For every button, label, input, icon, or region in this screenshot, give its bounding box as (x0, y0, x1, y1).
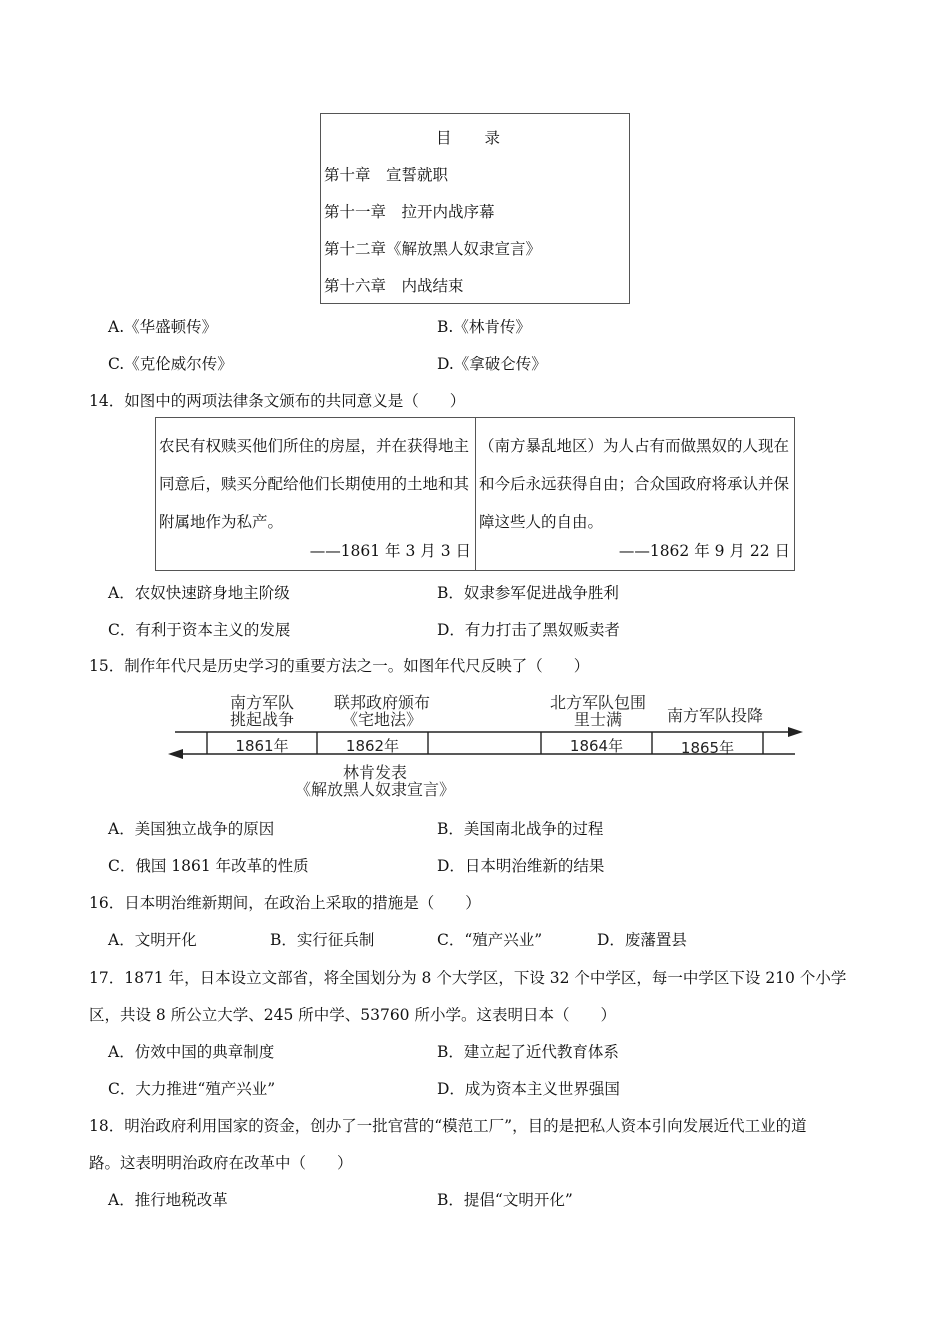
toc-line: 第十二章《解放黑人奴隶宣言》 (324, 240, 542, 258)
q15-stem: 15．制作年代尺是历史学习的重要方法之一。如图年代尺反映了（ ） (89, 657, 590, 675)
q16-option-a: A．文明开化 (108, 931, 197, 949)
law-text: （南方暴乱地区）为人占有而做黑奴的人现在和今后永远获得自由；合众国政府将承认并保障这些人的自由。 (479, 437, 790, 531)
timeline-year: 1862年 (345, 737, 400, 755)
q15-option-b: B．美国南北战争的过程 (437, 820, 604, 838)
q14-stem: 14．如图中的两项法律条文颁布的共同意义是（ ） (89, 392, 466, 410)
q15-option-c: C．俄国 1861 年改革的性质 (108, 857, 309, 875)
q18-stem-line2: 路。这表明明治政府在改革中（ ） (89, 1154, 353, 1172)
toc-line: 第十六章 内战结束 (324, 277, 464, 295)
q17-option-b: B．建立起了近代教育体系 (437, 1043, 619, 1061)
timeline-label-south-starts-war: 南方军队 挑起战争 (229, 693, 294, 729)
q14-option-d: D．有力打击了黑奴贩卖者 (437, 621, 620, 639)
toc-title: 目 录 (436, 129, 514, 147)
q14-option-c: C．有利于资本主义的发展 (108, 621, 291, 639)
toc-line: 第十一章 拉开内战序幕 (324, 203, 495, 221)
timeline-label-siege-richmond: 北方军队包围 里士满 (549, 693, 646, 729)
q16-option-b: B．实行征兵制 (270, 931, 375, 949)
toc-line: 第十章 宣誓就职 (324, 166, 449, 184)
q16-option-c: C．“殖产兴业” (437, 931, 543, 949)
q18-option-b: B．提倡“文明开化” (437, 1191, 573, 1209)
law-date: ——1862 年 9 月 22 日 (618, 542, 790, 560)
q15-option-d: D．日本明治维新的结果 (437, 857, 605, 875)
q18-option-a: A．推行地税改革 (108, 1191, 228, 1209)
q15-option-a: A．美国独立战争的原因 (108, 820, 275, 838)
q17-stem-line2: 区，共设 8 所公立大学、245 所中学、53760 所小学。这表明日本（ ） (89, 1006, 616, 1024)
timeline-label-homestead-act: 联邦政府颁布 《宅地法》 (333, 693, 430, 729)
q13-option-c: C.《克伦威尔传》 (108, 355, 233, 373)
q16-stem: 16．日本明治维新期间，在政治上采取的措施是（ ） (89, 894, 481, 912)
timeline-year: 1864年 (569, 737, 624, 755)
q18-stem-line1: 18．明治政府利用国家的资金，创办了一批官营的“模范工厂”，目的是把私人资本引向发展近代工业的道 (89, 1117, 807, 1135)
timeline-label-emancipation: 林肯发表 《解放黑人奴隶宣言》 (294, 763, 455, 799)
q13-option-d: D.《拿破仑传》 (437, 355, 547, 373)
q17-option-a: A．仿效中国的典章制度 (108, 1043, 275, 1061)
q17-option-c: C．大力推进“殖产兴业” (108, 1080, 276, 1098)
q17-stem-line1: 17．1871 年，日本设立文部省，将全国划分为 8 个大学区，下设 32 个中学区，每一中学区下设 210 个小学 (89, 969, 847, 987)
q14-option-a: A．农奴快速跻身地主阶级 (108, 584, 290, 602)
timeline-label-south-surrenders: 南方军队投降 (666, 706, 763, 725)
q16-option-d: D．废藩置县 (597, 931, 687, 949)
q13-option-a: A.《华盛顿传》 (108, 318, 218, 336)
timeline-year: 1861年 (235, 737, 289, 755)
law-date: ——1861 年 3 月 3 日 (309, 542, 471, 560)
q13-option-b: B.《林肯传》 (437, 318, 531, 336)
timeline-year: 1865年 (680, 739, 735, 757)
law-text: 农民有权赎买他们所住的房屋，并在获得地主同意后，赎买分配给他们长期使用的土地和其附属地作为私产。 (159, 437, 470, 531)
q17-option-d: D．成为资本主义世界强国 (437, 1080, 620, 1098)
q14-option-b: B．奴隶参军促进战争胜利 (437, 584, 619, 602)
